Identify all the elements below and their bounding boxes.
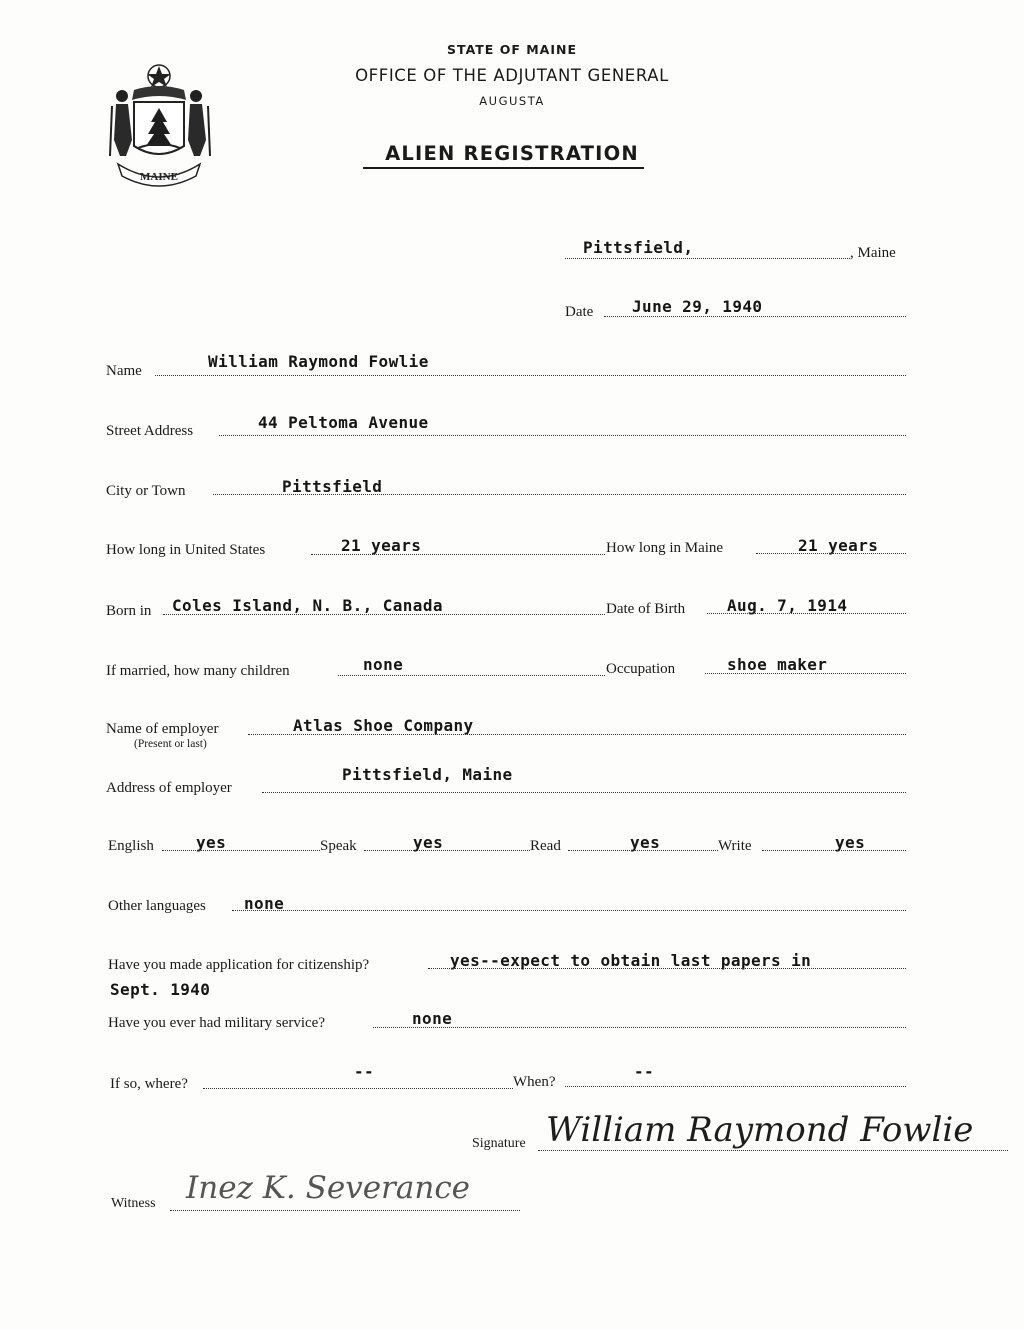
how-long-us-label: How long in United States (106, 542, 266, 558)
employer-name-label: Name of employer (106, 721, 219, 737)
signature-line (538, 1150, 1008, 1151)
city-town-label: City or Town (106, 483, 186, 499)
employer-name-line (248, 734, 906, 735)
employer-address-value: Pittsfield, Maine (342, 765, 513, 784)
born-in-label: Born in (106, 603, 152, 619)
witness-value: Inez K. Severance (186, 1170, 471, 1206)
employer-note-label: (Present or last) (134, 738, 207, 750)
other-languages-line (232, 910, 906, 911)
street-address-label: Street Address (106, 423, 194, 439)
city-town-line (213, 494, 906, 495)
street-address-line (219, 435, 906, 436)
citizenship-line (428, 968, 906, 969)
witness-line (170, 1210, 520, 1211)
citizenship-value-line2: Sept. 1940 (110, 980, 211, 999)
occupation-label: Occupation (606, 661, 676, 677)
how-long-maine-line (756, 553, 906, 554)
write-label: Write (718, 838, 752, 854)
if-so-where-label: If so, where? (110, 1076, 188, 1092)
other-languages-value: none (244, 894, 285, 913)
date-of-birth-label: Date of Birth (606, 601, 686, 617)
occupation-value: shoe maker (727, 655, 828, 674)
occupation-line (705, 673, 906, 674)
english-label: English (108, 838, 154, 854)
employer-address-line (262, 792, 906, 793)
seal-text: MAINE (140, 171, 178, 183)
where-value: -- (354, 1062, 375, 1081)
how-long-us-value: 21 years (341, 536, 422, 555)
form-title: ALIEN REGISTRATION (385, 142, 639, 165)
other-languages-label: Other languages (108, 898, 206, 914)
how-long-us-line (311, 554, 605, 555)
name-label: Name (106, 363, 142, 379)
name-line (155, 375, 906, 376)
name-value: William Raymond Fowlie (208, 352, 429, 371)
city-heading: AUGUSTA (479, 94, 545, 108)
town-line (565, 258, 850, 259)
witness-label: Witness (111, 1196, 156, 1211)
born-in-line (163, 614, 605, 615)
children-label: If married, how many children (106, 663, 290, 679)
read-value: yes (630, 833, 661, 852)
citizenship-value-line1: yes--expect to obtain last papers in (450, 951, 812, 970)
when-label: When? (513, 1074, 556, 1090)
when-line (565, 1086, 906, 1087)
employer-address-label: Address of employer (106, 780, 232, 796)
read-label: Read (530, 838, 561, 854)
employer-name-value: Atlas Shoe Company (293, 716, 474, 735)
date-of-birth-line (707, 613, 906, 614)
street-address-value: 44 Peltoma Avenue (258, 413, 429, 432)
citizenship-label: Have you made application for citizenship? (108, 957, 370, 973)
title-underline (363, 167, 644, 169)
children-line (338, 675, 605, 676)
date-of-birth-value: Aug. 7, 1914 (727, 596, 848, 615)
speak-line (364, 850, 530, 851)
english-line (162, 850, 320, 851)
speak-label: Speak (320, 838, 357, 854)
when-value: -- (634, 1062, 655, 1081)
town-value: Pittsfield, (583, 238, 694, 257)
write-value: yes (835, 833, 866, 852)
military-line (373, 1027, 906, 1028)
date-value: June 29, 1940 (632, 297, 763, 316)
date-line (604, 316, 906, 317)
date-label: Date (565, 304, 594, 320)
born-in-value: Coles Island, N. B., Canada (172, 596, 443, 615)
signature-value: William Raymond Fowlie (546, 1110, 974, 1150)
write-line (762, 850, 906, 851)
state-heading: STATE OF MAINE (447, 42, 577, 57)
maine-suffix-label: , Maine (850, 245, 896, 261)
read-line (568, 850, 718, 851)
how-long-maine-value: 21 years (798, 536, 879, 555)
city-town-value: Pittsfield (282, 477, 383, 496)
military-value: none (412, 1009, 453, 1028)
office-heading: OFFICE OF THE ADJUTANT GENERAL (355, 66, 669, 85)
english-value: yes (196, 833, 227, 852)
where-line (203, 1088, 513, 1089)
signature-label: Signature (472, 1136, 526, 1151)
how-long-maine-label: How long in Maine (606, 540, 724, 556)
speak-value: yes (413, 833, 444, 852)
military-label: Have you ever had military service? (108, 1015, 325, 1031)
children-value: none (363, 655, 404, 674)
